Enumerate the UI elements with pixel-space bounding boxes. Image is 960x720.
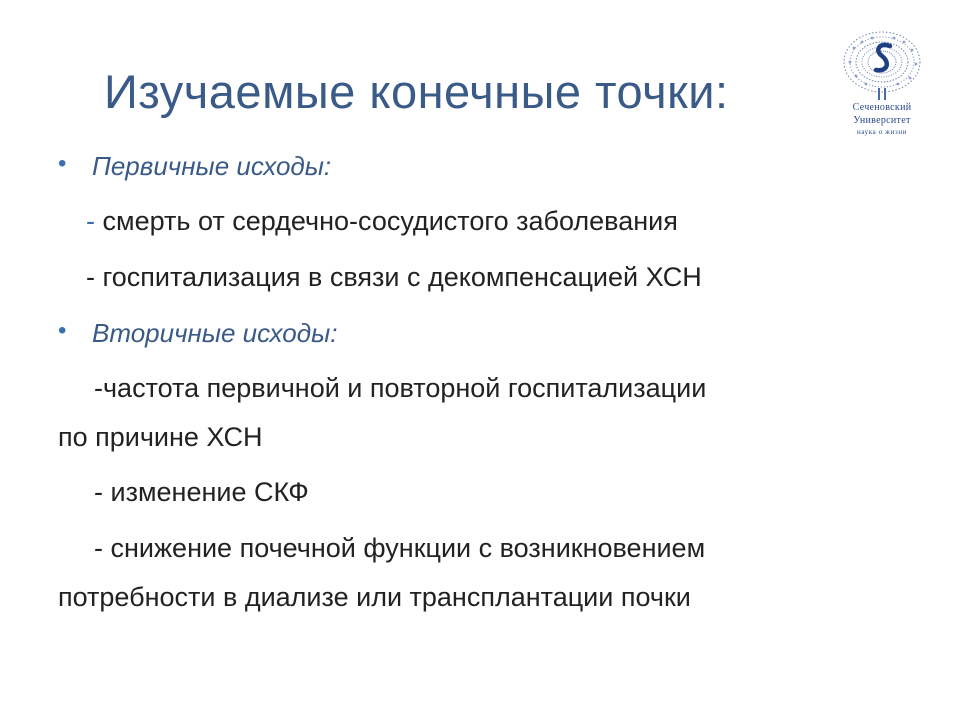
bullet-dot: • [58,150,67,177]
slide-title: Изучаемые конечные точки: [104,65,729,118]
university-logo [832,28,932,140]
list-item-line: -частота первичной и повторной госпитализации [94,373,707,403]
list-item-text: госпитализация в связи с декомпенсацией ХСН [102,262,702,292]
bullet-dot: • [58,317,67,344]
list-item-line: - снижение почечной функции с возникновением [94,533,706,563]
logo-line-1: Сеченовский [852,102,912,113]
list-item-line: потребности в диализе или трансплантации почки [58,582,691,612]
tree-icon [832,28,932,102]
list-dash: - [86,206,95,236]
list-dash: - [86,262,95,292]
list-item-line: - изменение СКФ [94,477,309,507]
list-item [86,262,702,293]
logo-line-3: наука о жизни [856,128,908,136]
list-item [86,206,678,237]
logo-line-2: Университет [853,115,911,126]
secondary-outcomes-heading: Вторичные исходы: [92,318,338,348]
primary-outcomes-heading: Первичные исходы: [92,151,332,181]
list-item-text: смерть от сердечно-сосудистого заболевания [102,206,678,236]
list-item-line: по причине ХСН [58,422,263,452]
